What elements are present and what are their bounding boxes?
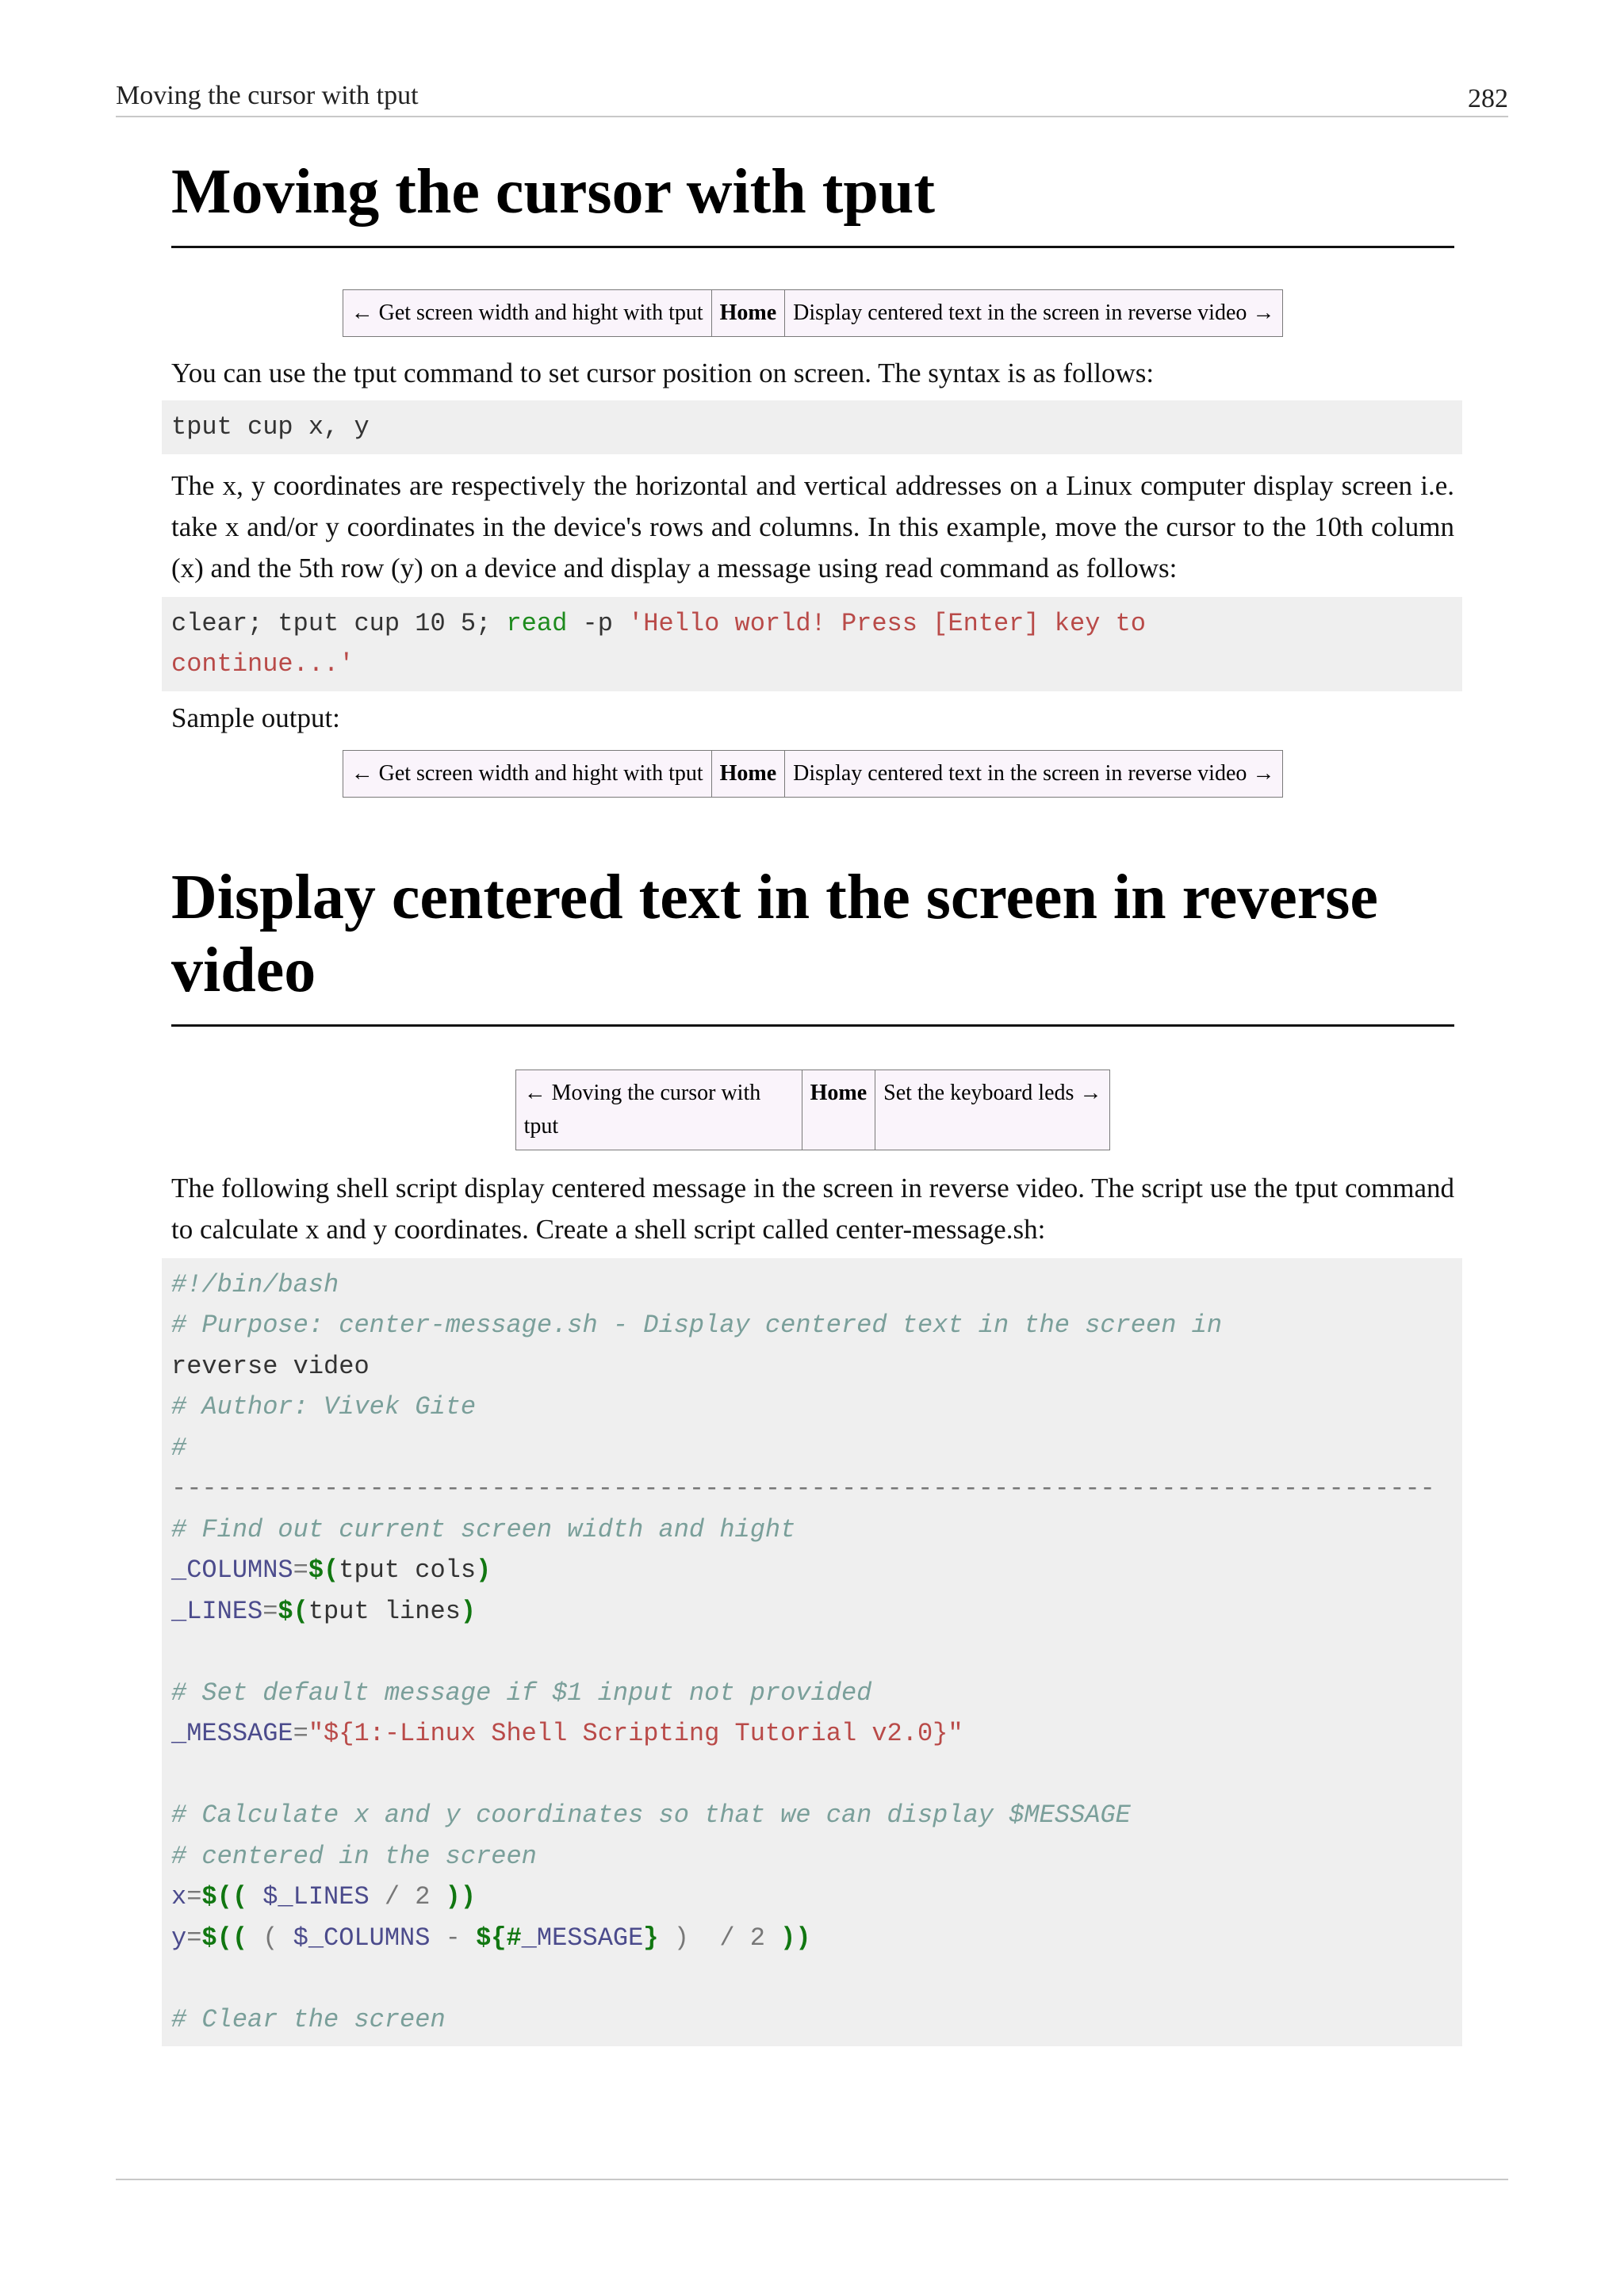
- code-operator: (: [247, 1923, 293, 1953]
- code-text: tput lines: [308, 1596, 461, 1626]
- code-variable: _MESSAGE: [521, 1923, 644, 1953]
- code-comment: # Set default message if $1 input not provided: [171, 1678, 872, 1708]
- footer-rule: [116, 2179, 1508, 2180]
- code-variable: $_LINES: [247, 1882, 385, 1911]
- code-variable: _COLUMNS: [171, 1556, 293, 1585]
- code-variable: _LINES: [171, 1596, 263, 1626]
- code-separator: -----------------------------------------------------------------------------------: [171, 1474, 1435, 1503]
- navigation-table-section2: [515, 1070, 1111, 1150]
- code-operator: =: [186, 1923, 202, 1953]
- code-comment: # Calculate x and y coordinates so that we can display $MESSAGE: [171, 1800, 1131, 1830]
- code-operator: =: [186, 1882, 202, 1911]
- nav-next-link[interactable]: Display centered text in the screen in reverse video →: [785, 290, 1283, 337]
- code-operator: / 2: [719, 1923, 781, 1953]
- intro-paragraph: You can use the tput command to set cursor position on screen. The syntax is as follows:: [171, 358, 1155, 388]
- code-variable: _MESSAGE: [171, 1719, 293, 1748]
- navigation-table: [343, 289, 1284, 337]
- example-code-block: [162, 597, 1462, 691]
- code-text: tput cols: [339, 1556, 477, 1585]
- nav-home-link[interactable]: Home: [711, 290, 785, 337]
- code-symbol: ): [476, 1556, 492, 1585]
- nav-prev-link[interactable]: ← Moving the cursor with tput: [515, 1070, 802, 1150]
- code-operator: -: [430, 1923, 477, 1953]
- code-variable: y: [171, 1923, 187, 1953]
- code-comment: # Find out current screen width and hight: [171, 1514, 796, 1544]
- nav-prev-link[interactable]: ← Get screen width and hight with tput: [343, 750, 711, 797]
- center-message-script: [162, 1258, 1462, 2047]
- nav-next-link[interactable]: Display centered text in the screen in reverse video →: [785, 750, 1283, 797]
- code-symbol: $(: [278, 1596, 308, 1626]
- page-number: 282: [1468, 84, 1508, 113]
- code-comment: # Clear the screen: [171, 2004, 446, 2034]
- nav-home-link[interactable]: Home: [711, 750, 785, 797]
- section-title-moving-cursor: Moving the cursor with tput: [171, 155, 1454, 248]
- code-text: reverse video: [171, 1351, 370, 1381]
- navigation-table-bottom: [343, 750, 1284, 798]
- code-variable: x: [171, 1882, 187, 1911]
- code-comment: # Purpose: center-message.sh - Display centered text in the screen in: [171, 1311, 1223, 1340]
- code-symbol: $(: [308, 1556, 339, 1585]
- code-operator: =: [293, 1556, 308, 1585]
- code-symbol: ): [460, 1596, 477, 1626]
- explanation-paragraph: The x, y coordinates are respectively the horizontal and vertical addresses on a Linux computer display screen i.e. take x and/or y coordinates in the device's rows and columns. In this example, move the cursor to the 10th column (x) and the 5th row (y) on a device and display a message using read command as follows:: [171, 469, 1454, 584]
- code-symbol: )): [780, 1923, 811, 1953]
- code-text: -p: [567, 608, 629, 638]
- section-title-centered-text: Display centered text in the screen in reverse video: [171, 861, 1454, 1027]
- syntax-code-text: tput cup x, y: [171, 412, 370, 442]
- code-string: 'Hello world! Press [Enter] key to: [628, 608, 1146, 638]
- code-symbol: ${#: [476, 1923, 522, 1953]
- code-operator: / 2: [384, 1882, 446, 1911]
- code-operator: ): [658, 1923, 720, 1953]
- running-header: [116, 76, 1508, 117]
- running-header-title: Moving the cursor with tput: [116, 81, 419, 110]
- code-symbol: )): [445, 1882, 477, 1911]
- code-symbol: $((: [201, 1923, 248, 1953]
- code-comment: # centered in the screen: [171, 1841, 537, 1871]
- code-comment: #!/bin/bash: [171, 1269, 339, 1299]
- sample-output-label: Sample output:: [171, 702, 340, 733]
- code-keyword: read: [506, 608, 568, 638]
- code-text: clear; tput cup 10 5;: [171, 608, 507, 638]
- nav-prev-link[interactable]: ← Get screen width and hight with tput: [343, 290, 711, 337]
- code-comment: # Author: Vivek Gite: [171, 1392, 477, 1422]
- nav-home-link[interactable]: Home: [802, 1070, 875, 1150]
- code-operator: =: [262, 1596, 278, 1626]
- code-comment: #: [171, 1433, 187, 1463]
- syntax-code-block: [162, 400, 1462, 454]
- script-intro-paragraph: The following shell script display centered message in the screen in reverse video. The script use the tput command to calculate x and y coordinates. Create a shell script called center-message.sh:: [171, 1172, 1454, 1245]
- code-operator: =: [293, 1719, 308, 1748]
- code-variable: $_COLUMNS: [293, 1923, 431, 1953]
- code-symbol: }: [643, 1923, 659, 1953]
- nav-next-link[interactable]: Set the keyboard leds →: [875, 1070, 1110, 1150]
- code-string: continue...': [171, 649, 354, 679]
- code-string: "${1:-Linux Shell Scripting Tutorial v2.0}": [308, 1719, 963, 1748]
- code-symbol: $((: [201, 1882, 248, 1911]
- page-content: [171, 155, 1454, 2046]
